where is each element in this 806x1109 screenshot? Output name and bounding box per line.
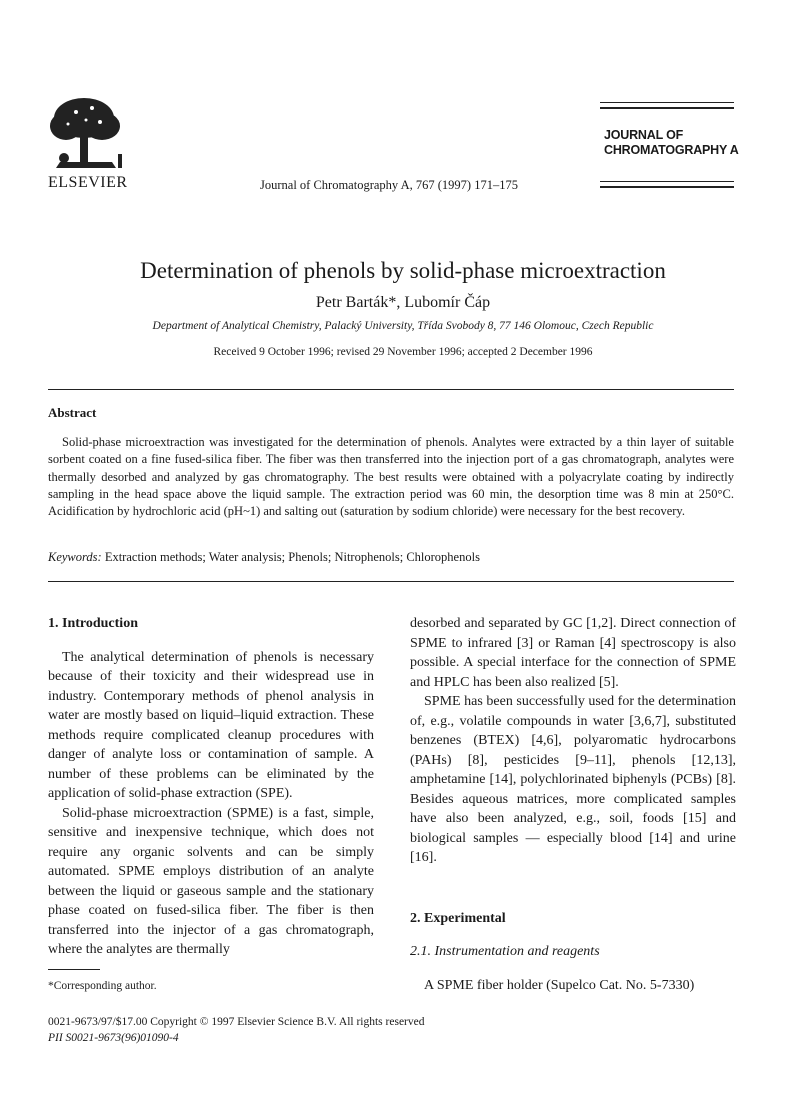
journal-rule-bottom-1 — [600, 181, 734, 182]
article-authors: Petr Barták*, Lubomír Čáp — [315, 294, 491, 311]
intro-paragraph-3: desorbed and separated by GC [1,2]. Direct connection of SPME to infrared [3] or Raman [4] spectroscopy is also possible. A special interface for the connection of SPME and HPLC has been also realized [5]. — [410, 616, 736, 690]
elsevier-logo — [46, 96, 146, 176]
abstract-top-rule — [48, 389, 734, 390]
received-dates: Received 9 October 1996; revised 29 November 1996; accepted 2 December 1996 — [213, 346, 593, 358]
journal-rule-top-2 — [600, 107, 734, 109]
keywords-label: Keywords: — [48, 550, 102, 564]
experimental-paragraph-1: A SPME fiber holder (Supelco Cat. No. 5-7330) — [424, 977, 695, 993]
journal-name-line2: CHROMATOGRAPHY A — [604, 143, 739, 157]
copyright-line: 0021-9673/97/$17.00 Copyright © 1997 Elsevier Science B.V. All rights reserved — [48, 1016, 425, 1028]
article-title: Determination of phenols by solid-phase microextraction — [140, 258, 666, 283]
right-column — [410, 614, 736, 995]
pii-line: PII S0021-9673(96)01090-4 — [48, 1032, 179, 1044]
journal-rule-bottom-2 — [600, 186, 734, 188]
journal-name — [604, 128, 739, 158]
copyright-block — [48, 1014, 424, 1046]
intro-paragraph-4: SPME has been successfully used for the determination of, e.g., volatile compounds in water [3,6,7], substituted benzenes (BTEX) [4,6], polyaromatic hydrocarbons (PAHs) [8], pesticides [9–11], phenols [12,13], amphetamine [14], polychlorinated biphenyls (PCBs) [8]. Besides aqueous matrices, more complicated samples have also been analyzed, e.g., soil, foods [15] and biological samples — especially blood [14] and urine [16]. — [410, 694, 736, 865]
abstract-heading: Abstract — [48, 405, 97, 420]
journal-rule-top-1 — [600, 102, 734, 103]
keywords-list: Extraction methods; Water analysis; Phenols; Nitrophenols; Chlorophenols — [104, 550, 480, 564]
journal-citation: Journal of Chromatography A, 767 (1997) 171–175 — [260, 178, 518, 192]
subsection-heading-instrumentation: 2.1. Instrumentation and reagents — [410, 944, 600, 959]
section-heading-introduction: 1. Introduction — [48, 616, 138, 631]
intro-paragraph-2: Solid-phase microextraction (SPME) is a fast, simple, sensitive and inexpensive technique, which does not require any organic solvents and can be simply automated. SPME employs distribution of an analyte between the liquid or gaseous sample and the stationary phase coated on fused-silica fiber. The fiber is then transferred into the injector of a gas chromatograph, where the analytes are thermally — [48, 805, 374, 957]
publisher-name: ELSEVIER — [48, 174, 128, 191]
section-heading-experimental: 2. Experimental — [410, 910, 506, 926]
footnote-rule — [48, 969, 100, 970]
intro-paragraph-1: The analytical determination of phenols is necessary because of their toxicity and their widespread use in industry. Contemporary methods of phenol analysis in water are mostly based on liquid–liquid extraction. These methods require complicated cleanup procedures with danger of analyte loss or contamination of sample. A number of these problems can be eliminated by the application of solid-phase extraction (SPE). — [48, 649, 374, 801]
keywords — [48, 550, 480, 565]
abstract-text: Solid-phase microextraction was investigated for the determination of phenols. Analytes were extracted by a thin layer of suitable sorbent coated on a fine fused-silica fiber. The fiber was then transferred into the injection port of a gas chromatograph, analytes were thermally desorbed and analyzed by gas chromatography. The best results were obtained with a polyacrylate coating by indirectly sampling in the head space above the liquid sample. The extraction period was 60 min, the desorption time was 8 min at 250°C. Acidification by hydrochloric acid (pH~1) and salting out (saturation by sodium chloride) were necessary for the best recovery. — [48, 435, 734, 519]
journal-name-line1: JOURNAL OF — [604, 128, 684, 142]
left-column — [48, 614, 374, 960]
abstract-bottom-rule — [48, 581, 734, 582]
author-affiliation: Department of Analytical Chemistry, Palacký University, Třída Svobody 8, 77 146 Olomouc, Czech Republic — [152, 320, 654, 332]
corresponding-author-footnote: *Corresponding author. — [48, 980, 157, 992]
